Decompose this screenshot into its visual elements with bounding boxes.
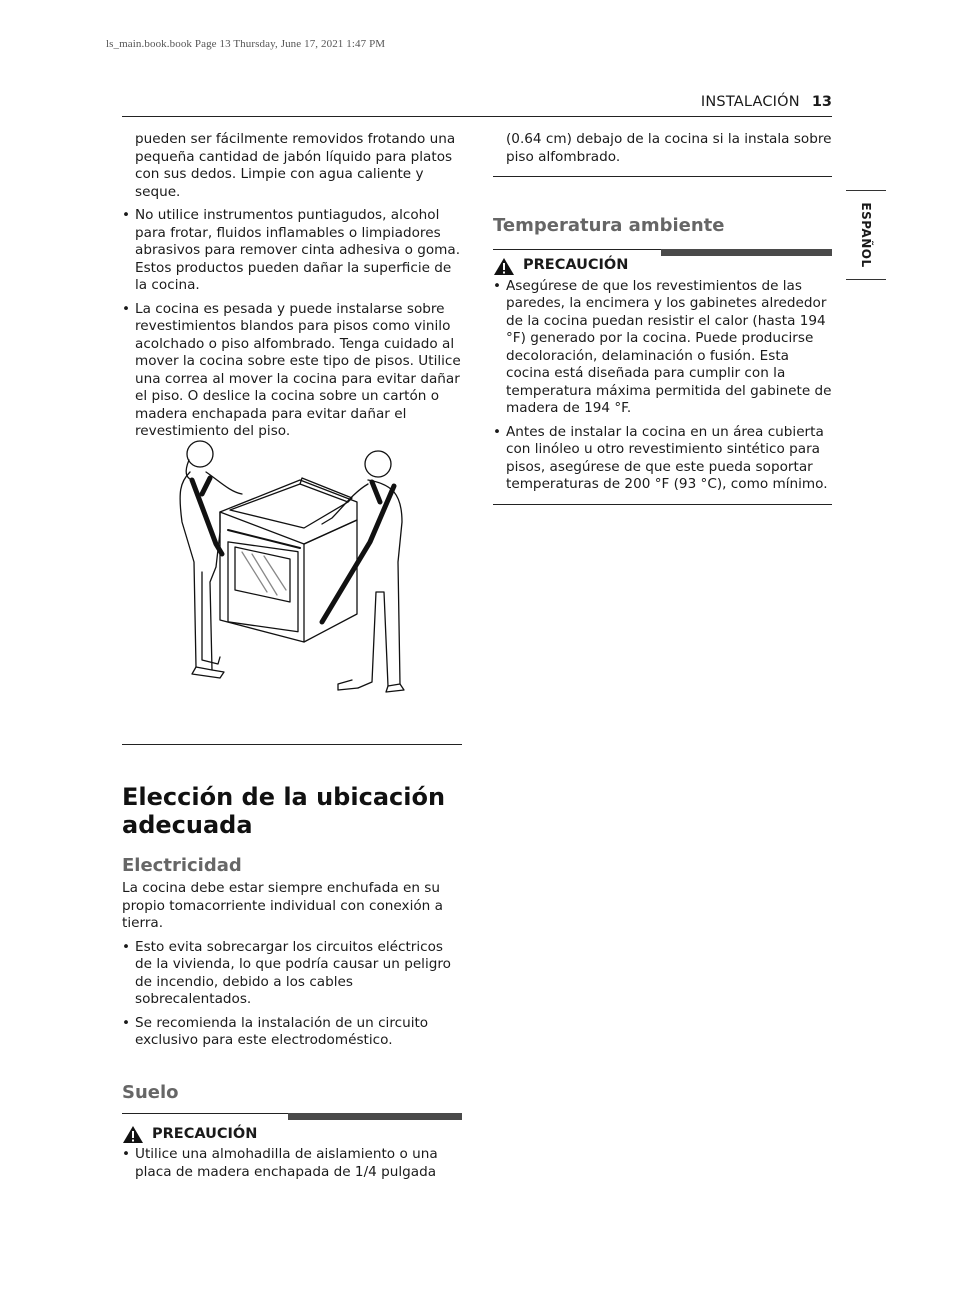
range-carrying-illustration [172,432,412,694]
language-side-tab [846,190,886,280]
list-item: • Esto evita sobrecargar los circuitos eléctricos de la vivienda, lo que podría causar un peligro de incendio, debido a los cables sobrecalentados. [122,939,462,1009]
header-section-title: INSTALACIÓN [700,94,800,110]
list-item: • Asegúrese de que los revestimientos de las paredes, la encimera y los gabinetes alrededor de la cocina puedan resistir el calor (hasta 194 °F) generado por la cocina. Puede producirse decoloración, delaminación o fusión. Esta cocina está diseñada para cumplir con la temperatura máxima permitida del gabinete de madera de 194 °F. [493,278,832,418]
caution-label: PRECAUCIÓN [152,1125,258,1142]
electricity-bullet-list [122,939,462,1050]
floor-heading: Suelo [122,1081,179,1103]
electricity-heading: Electricidad [122,854,242,876]
right-column [493,131,832,505]
caution-end-rule [493,504,832,505]
cleaning-bullet-list [122,207,462,441]
caution-bar [493,249,832,257]
list-item: • No utilice instrumentos puntiagudos, alcohol para frotar, fluidos inflamables o limpiadores abrasivos para remover cinta adhesiva o goma. Estos productos pueden dañar la superficie de la cocina. [122,207,462,295]
continuation-text: (0.64 cm) debajo de la cocina si la instala sobre piso alfombrado. [506,131,832,165]
caution-bar [122,1113,462,1121]
book-meta-line: ls_main.book.book Page 13 Thursday, June 17, 2021 1:47 PM [106,38,386,50]
caution-header [122,1125,462,1144]
warning-triangle-icon [493,257,515,276]
section-title: Elección de la ubicación adecuada [122,782,446,839]
caution-header [493,257,832,276]
ambient-bullet-list [493,278,832,494]
continuation-text: pueden ser fácilmente removidos frotando una pequeña cantidad de jabón líquido para platos con sus dedos. Limpie con agua caliente y seque. [135,131,456,200]
language-tab-label: ESPAÑOL [859,202,873,268]
list-item: • Se recomienda la instalación de un circuito exclusivo para este electrodoméstico. [122,1015,462,1050]
ambient-temperature-heading: Temperatura ambiente [493,215,725,236]
caution-label: PRECAUCIÓN [523,257,629,274]
electricity-intro: La cocina debe estar siempre enchufada en su propio tomacorriente individual con conexión a tierra. [122,880,443,931]
running-header [122,88,832,117]
floor-bullet-list [122,1146,462,1181]
warning-triangle-icon [122,1125,144,1144]
list-item: • Utilice una almohadilla de aislamiento o una placa de madera enchapada de 1/4 pulgada [122,1146,462,1181]
list-item: • Antes de instalar la cocina en un área cubierta con linóleo u otro revestimiento sintético para pisos, asegúrese de que este pueda soportar temperaturas de 200 °F (93 °C), como mínimo. [493,424,832,494]
list-item: • La cocina es pesada y puede instalarse sobre revestimientos blandos para pisos como vinilo acolchado o piso alfombrado. Tenga cuidado al mover la cocina sobre este tipo de pisos. Utilice una correa al mover la cocina para evitar dañar el piso. O deslice la cocina sobre un cartón o madera enchapada para evitar dañar el revestimiento del piso. [122,301,462,441]
page-number: 13 [811,94,832,110]
